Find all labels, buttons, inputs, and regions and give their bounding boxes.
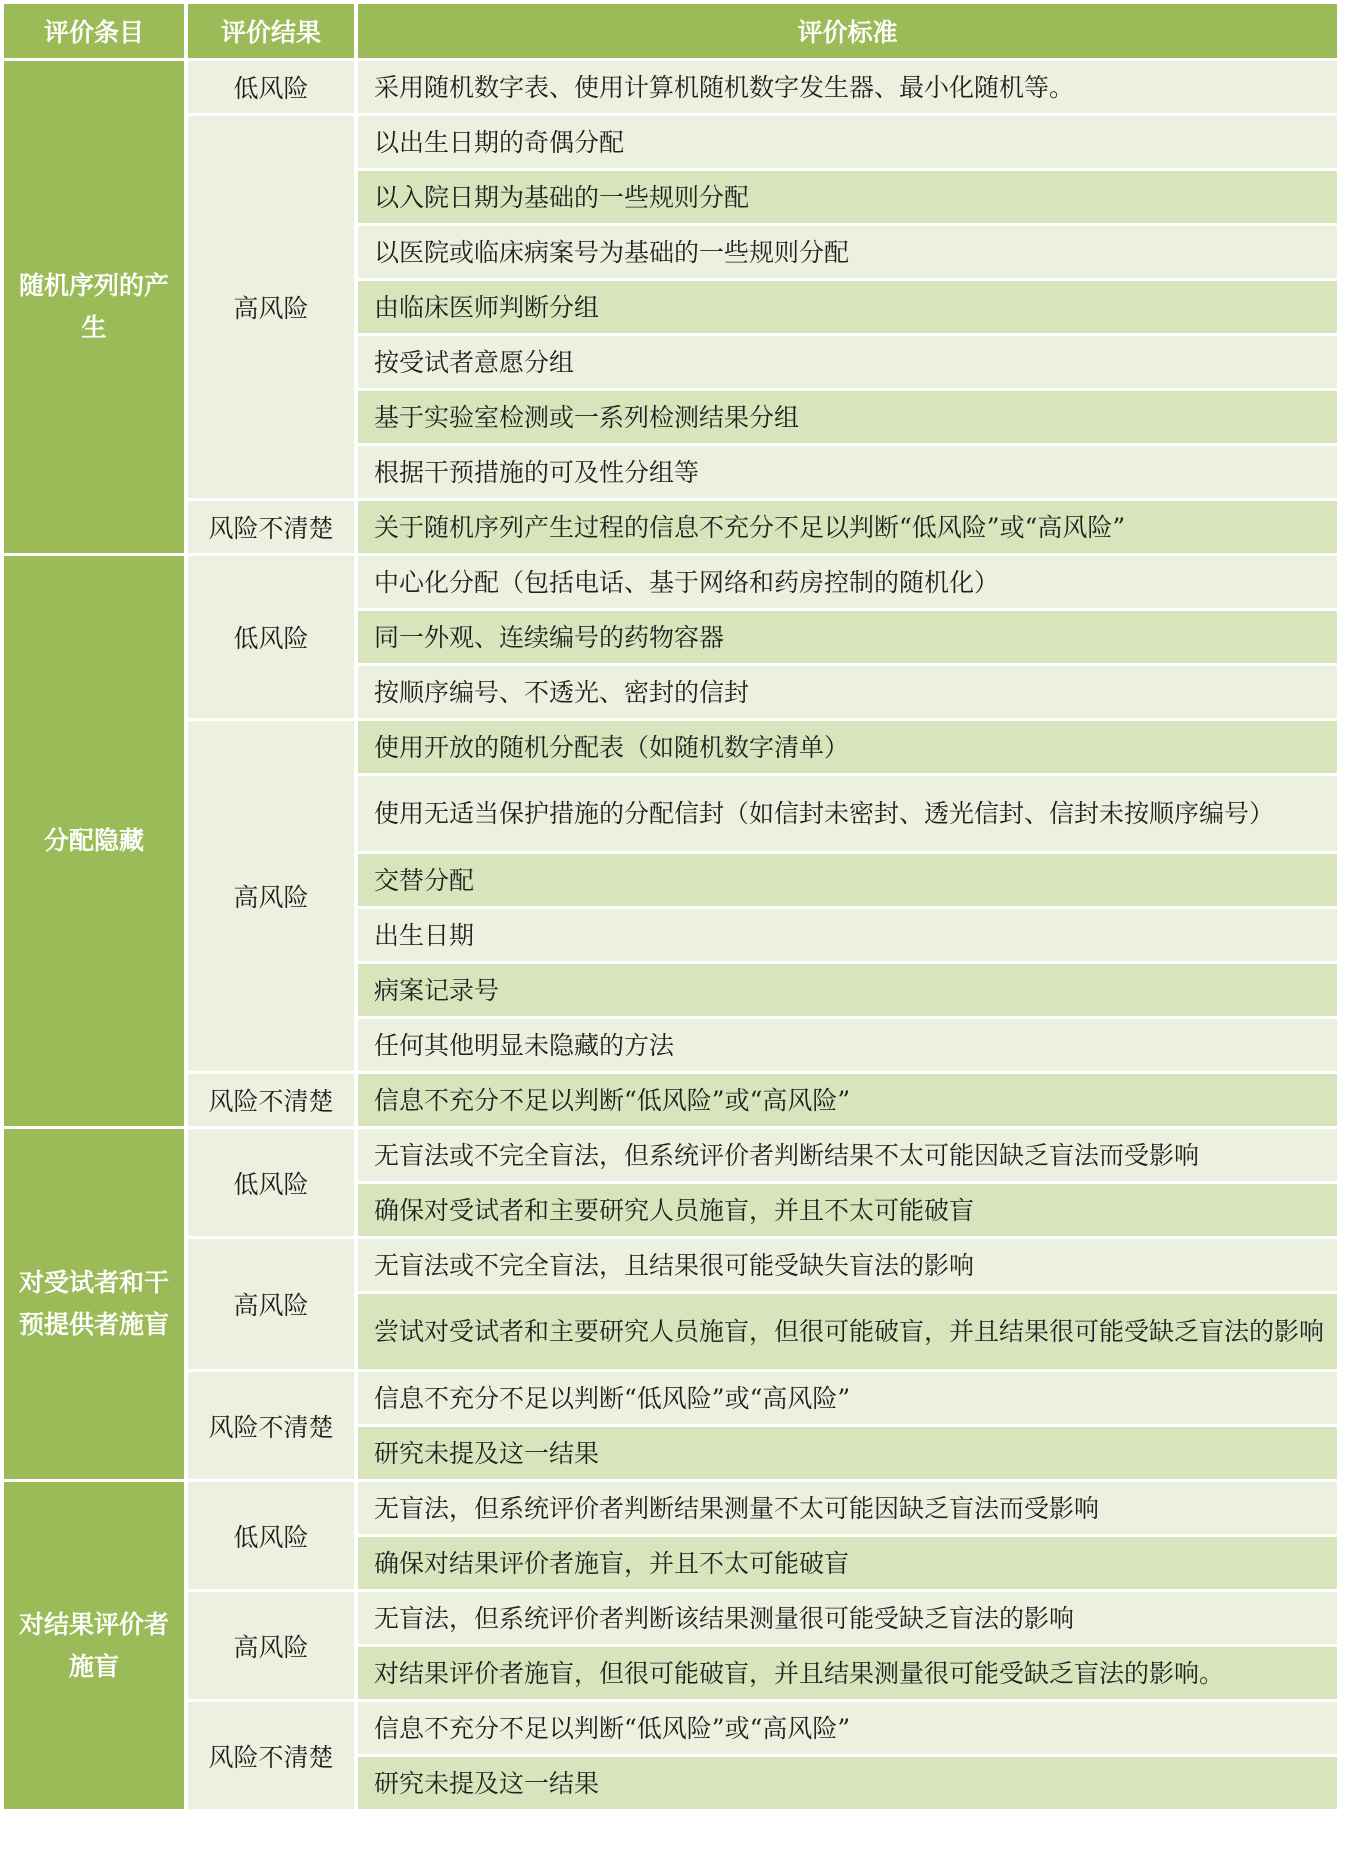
- criterion: 同一外观、连续编号的药物容器: [358, 611, 1337, 663]
- table-row: [4, 721, 1337, 773]
- criterion: 无盲法，但系统评价者判断结果测量不太可能因缺乏盲法而受影响: [358, 1482, 1337, 1534]
- criterion: 关于随机序列产生过程的信息不充分不足以判断“低风险”或“高风险”: [358, 501, 1337, 553]
- criterion: 确保对受试者和主要研究人员施盲，并且不太可能破盲: [358, 1184, 1337, 1236]
- section-result: 低风险: [188, 1129, 354, 1236]
- section-result: 低风险: [188, 1482, 354, 1589]
- criterion: 按顺序编号、不透光、密封的信封: [358, 666, 1337, 718]
- criterion: 无盲法或不完全盲法，但系统评价者判断结果不太可能因缺乏盲法而受影响: [358, 1129, 1337, 1181]
- section-result: 风险不清楚: [188, 1702, 354, 1809]
- criterion: 无盲法，但系统评价者判断该结果测量很可能受缺乏盲法的影响: [358, 1592, 1337, 1644]
- criterion: 以入院日期为基础的一些规则分配: [358, 171, 1337, 223]
- header-result: 评价结果: [188, 4, 354, 58]
- table-row: [4, 1239, 1337, 1291]
- section-item: 随机序列的产生: [4, 61, 184, 553]
- criterion: 使用无适当保护措施的分配信封（如信封未密封、透光信封、信封未按顺序编号）: [358, 776, 1337, 851]
- section-result: 高风险: [188, 721, 354, 1071]
- criterion: 无盲法或不完全盲法，且结果很可能受缺失盲法的影响: [358, 1239, 1337, 1291]
- criterion: 研究未提及这一结果: [358, 1427, 1337, 1479]
- section-item: 分配隐藏: [4, 556, 184, 1126]
- header-item: 评价条目: [4, 4, 184, 58]
- header-row: [4, 4, 1337, 58]
- criterion: 根据干预措施的可及性分组等: [358, 446, 1337, 498]
- criterion: 研究未提及这一结果: [358, 1757, 1337, 1809]
- criterion: 中心化分配（包括电话、基于网络和药房控制的随机化）: [358, 556, 1337, 608]
- criterion: 尝试对受试者和主要研究人员施盲，但很可能破盲，并且结果很可能受缺乏盲法的影响: [358, 1294, 1337, 1369]
- table-row: [4, 1702, 1337, 1754]
- section-item: 对结果评价者施盲: [4, 1482, 184, 1809]
- section-result: 风险不清楚: [188, 1074, 354, 1126]
- section-result: 高风险: [188, 1239, 354, 1369]
- criterion: 由临床医师判断分组: [358, 281, 1337, 333]
- criterion: 交替分配: [358, 854, 1337, 906]
- criterion: 出生日期: [358, 909, 1337, 961]
- section-result: 风险不清楚: [188, 501, 354, 553]
- header-criteria: 评价标准: [358, 4, 1337, 58]
- criterion: 信息不充分不足以判断“低风险”或“高风险”: [358, 1702, 1337, 1754]
- table-row: [4, 116, 1337, 168]
- table-row: [4, 1074, 1337, 1126]
- table-row: [4, 1482, 1337, 1534]
- section-result: 高风险: [188, 1592, 354, 1699]
- table-row: [4, 1592, 1337, 1644]
- table-row: [4, 1372, 1337, 1424]
- criterion: 按受试者意愿分组: [358, 336, 1337, 388]
- section-result: 低风险: [188, 556, 354, 718]
- criterion: 对结果评价者施盲，但很可能破盲，并且结果测量很可能受缺乏盲法的影响。: [358, 1647, 1337, 1699]
- section-item: 对受试者和干预提供者施盲: [4, 1129, 184, 1479]
- risk-of-bias-table: [0, 1, 1341, 1812]
- section-result: 风险不清楚: [188, 1372, 354, 1479]
- criterion: 以医院或临床病案号为基础的一些规则分配: [358, 226, 1337, 278]
- criterion: 基于实验室检测或一系列检测结果分组: [358, 391, 1337, 443]
- criterion: 信息不充分不足以判断“低风险”或“高风险”: [358, 1372, 1337, 1424]
- section-result: 高风险: [188, 116, 354, 498]
- criterion: 信息不充分不足以判断“低风险”或“高风险”: [358, 1074, 1337, 1126]
- table-row: [4, 501, 1337, 553]
- table-row: [4, 1129, 1337, 1181]
- criterion: 以出生日期的奇偶分配: [358, 116, 1337, 168]
- criterion: 确保对结果评价者施盲，并且不太可能破盲: [358, 1537, 1337, 1589]
- criterion: 任何其他明显未隐藏的方法: [358, 1019, 1337, 1071]
- table-row: [4, 556, 1337, 608]
- criterion: 病案记录号: [358, 964, 1337, 1016]
- section-result: 低风险: [188, 61, 354, 113]
- criterion: 使用开放的随机分配表（如随机数字清单）: [358, 721, 1337, 773]
- table-row: [4, 61, 1337, 113]
- criterion: 采用随机数字表、使用计算机随机数字发生器、最小化随机等。: [358, 61, 1337, 113]
